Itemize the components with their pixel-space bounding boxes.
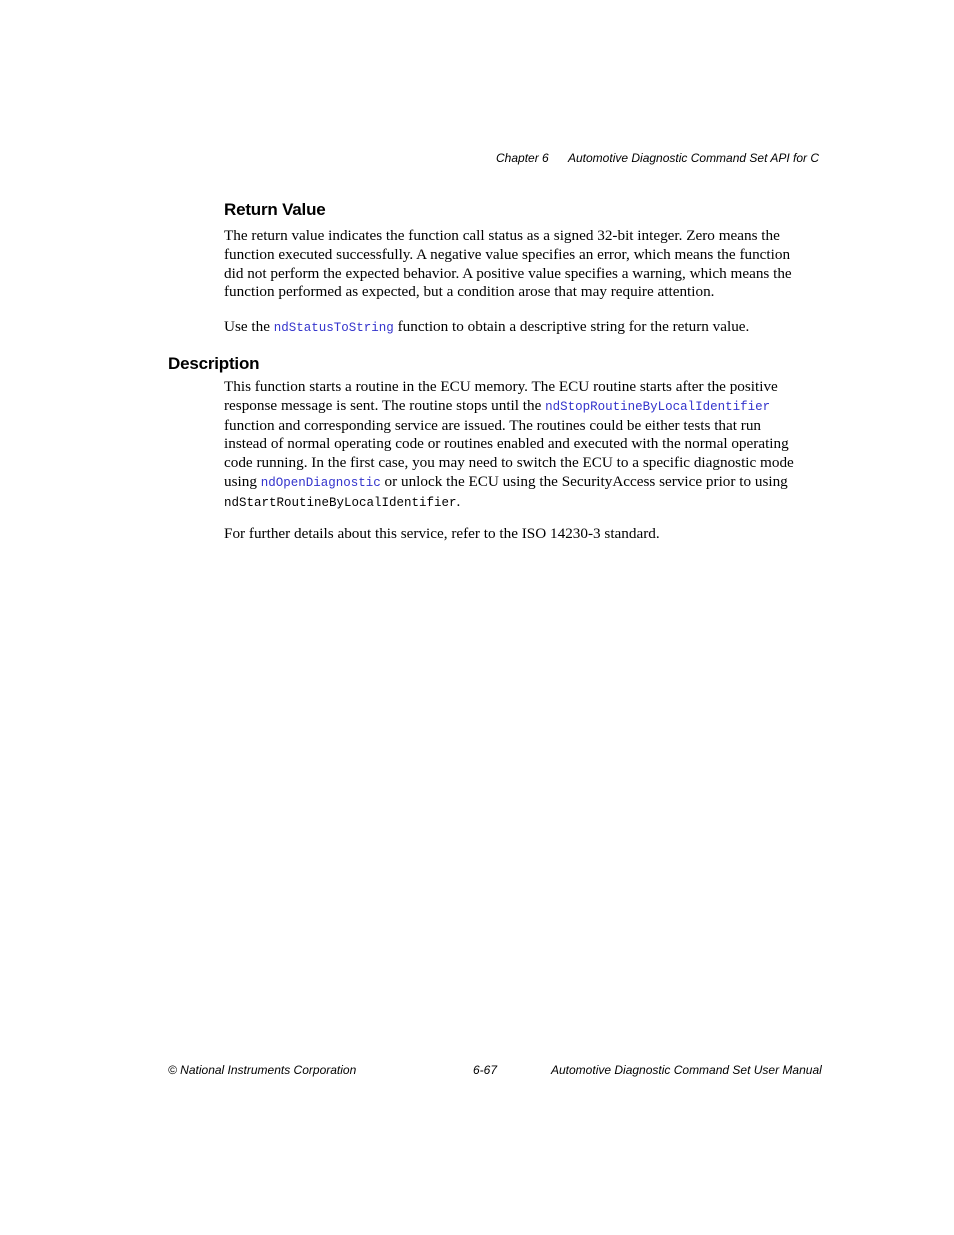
footer-manual-title: Automotive Diagnostic Command Set User Manual bbox=[551, 1063, 822, 1077]
desc-text-b: function and corresponding service are issued. The routines could be either tests that run instead of normal operating code or routines enabled and executed with the normal operating code running. In the first case, you may need to switch the ECU to a specific diagnostic mode using bbox=[224, 416, 794, 490]
usage-text-after: function to obtain a descriptive string for the return value. bbox=[393, 318, 750, 335]
return-value-paragraph: The return value indicates the function call status as a signed 32-bit integer. Zero means the function executed successfully. A negative value specifies an error, which means the function did not perform the expected behavior. A positive value specifies a warning, which means the function performed as expected, but a condition arose that may require attention. bbox=[224, 227, 792, 301]
footer-page-number: 6-67 bbox=[473, 1063, 498, 1077]
ndstartroutine-code: ndStartRoutineByLocalIdentifier bbox=[224, 495, 457, 510]
description-paragraph bbox=[224, 378, 802, 513]
desc-text-c: or unlock the ECU using the SecurityAccess service prior to using bbox=[380, 472, 788, 490]
ndstatustostring-link[interactable]: ndStatusToString bbox=[273, 321, 394, 335]
footer-copyright: © National Instruments Corporation bbox=[168, 1063, 357, 1077]
header-title: Automotive Diagnostic Command Set API for C bbox=[568, 151, 819, 165]
ndopendiagnostic-link[interactable]: ndOpenDiagnostic bbox=[260, 475, 381, 490]
description-heading: Description bbox=[168, 354, 260, 373]
return-value-usage-paragraph bbox=[224, 318, 802, 338]
desc-text-d: . bbox=[456, 492, 461, 510]
header-chapter: Chapter 6 bbox=[496, 151, 549, 165]
return-value-heading: Return Value bbox=[224, 200, 326, 219]
usage-text-before: Use the bbox=[224, 318, 274, 335]
desc-text-a: This function starts a routine in the ECU memory. The ECU routine starts after the positive response message is sent. The routine stops until the bbox=[224, 378, 778, 414]
description-further-details: For further details about this service, refer to the ISO 14230-3 standard. bbox=[224, 525, 660, 542]
ndstoproutine-link[interactable]: ndStopRoutineByLocalIdentifier bbox=[545, 399, 771, 414]
